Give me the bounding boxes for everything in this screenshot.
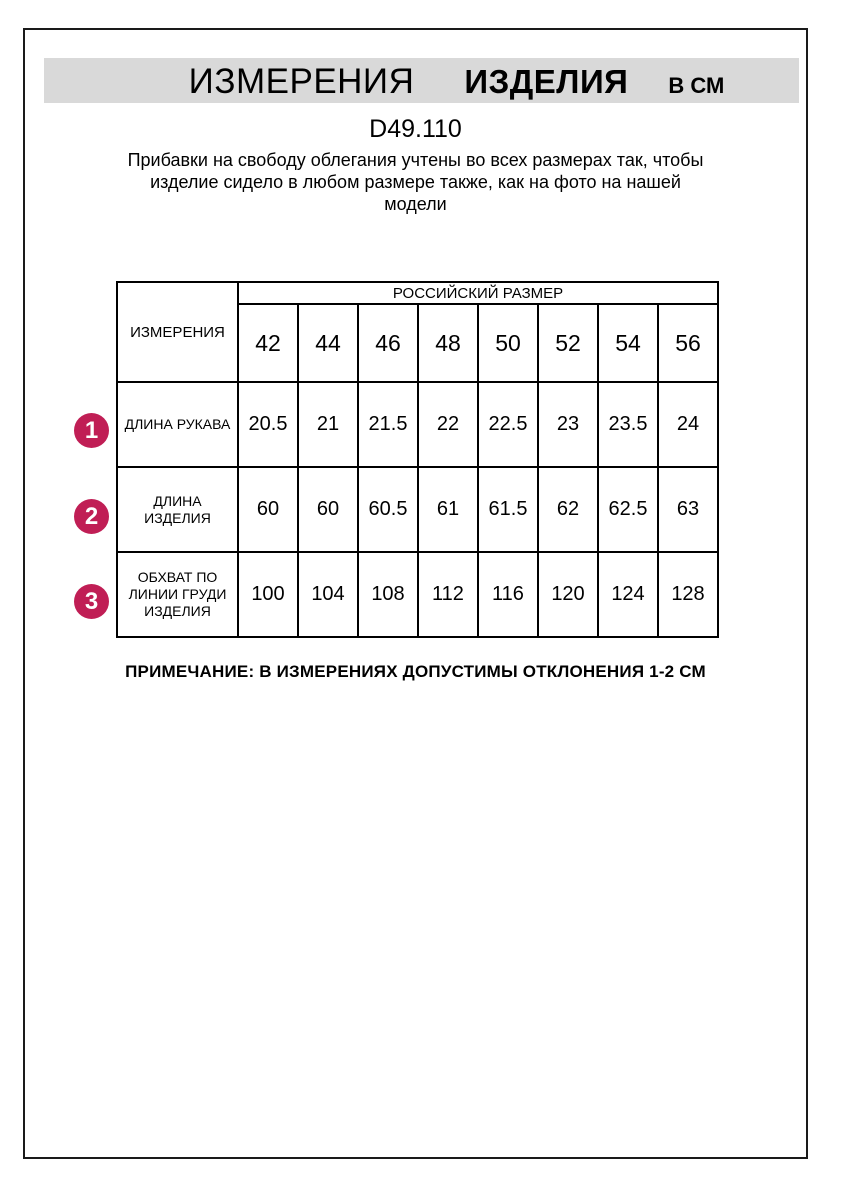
table-row-group-header <box>117 282 718 304</box>
tolerance-note: ПРИМЕЧАНИЕ: В ИЗМЕРЕНИЯХ ДОПУСТИМЫ ОТКЛОНЕНИЯ 1-2 СМ <box>125 662 706 681</box>
measurement-value-cell: 124 <box>598 552 658 637</box>
row-label-line: ОБХВАТ ПО <box>137 569 218 585</box>
row-label-cell <box>117 382 238 467</box>
size-table-wrap <box>116 281 806 638</box>
measurement-value-cell: 120 <box>538 552 598 637</box>
fit-description-line: модели <box>384 194 447 214</box>
row-number-badge-2: 2 <box>74 499 109 534</box>
measurement-value-cell: 61.5 <box>478 467 538 552</box>
table-row-chest-girth <box>117 552 718 637</box>
measurement-value-cell: 22.5 <box>478 382 538 467</box>
fit-description-line: изделие сидело в любом размере также, как на фото на нашей <box>150 172 681 192</box>
page-title-word-izmereniya: ИЗМЕРЕНИЯ <box>188 62 415 101</box>
row-number-badge-1: 1 <box>74 413 109 448</box>
measurement-value-cell: 61 <box>418 467 478 552</box>
page-title-word-izdeliya: ИЗДЕЛИЯ <box>464 63 629 100</box>
measurement-value-cell: 21 <box>298 382 358 467</box>
row-label-line: ЛИНИИ ГРУДИ <box>128 586 227 602</box>
size-header-cell: 48 <box>418 304 478 382</box>
measurement-value-cell: 108 <box>358 552 418 637</box>
measurement-value-cell: 104 <box>298 552 358 637</box>
size-header-cell: 42 <box>238 304 298 382</box>
measurement-value-cell: 63 <box>658 467 718 552</box>
measurement-value-cell: 128 <box>658 552 718 637</box>
measurement-value-cell: 116 <box>478 552 538 637</box>
row-label-cell <box>117 552 238 637</box>
title-bar <box>44 58 799 103</box>
measurement-value-cell: 23 <box>538 382 598 467</box>
size-table <box>116 281 719 638</box>
corner-header-cell: ИЗМЕРЕНИЯ <box>117 282 238 382</box>
row-label-cell <box>117 467 238 552</box>
russian-size-header-cell: РОССИЙСКИЙ РАЗМЕР <box>238 282 718 304</box>
size-header-cell: 54 <box>598 304 658 382</box>
measurement-value-cell: 62.5 <box>598 467 658 552</box>
row-number-badge-3: 3 <box>74 584 109 619</box>
measurement-value-cell: 22 <box>418 382 478 467</box>
table-row-item-length <box>117 467 718 552</box>
fit-description <box>25 149 806 215</box>
product-code: D49.110 <box>369 115 462 143</box>
measurement-value-cell: 20.5 <box>238 382 298 467</box>
size-header-cell: 46 <box>358 304 418 382</box>
measurement-value-cell: 23.5 <box>598 382 658 467</box>
measurement-value-cell: 60 <box>238 467 298 552</box>
measurement-value-cell: 100 <box>238 552 298 637</box>
measurement-value-cell: 60 <box>298 467 358 552</box>
size-header-cell: 44 <box>298 304 358 382</box>
size-header-cell: 52 <box>538 304 598 382</box>
measurement-value-cell: 112 <box>418 552 478 637</box>
table-row-sleeve-length <box>117 382 718 467</box>
measurement-value-cell: 60.5 <box>358 467 418 552</box>
row-label-line: ДЛИНА <box>153 492 202 509</box>
size-header-cell: 56 <box>658 304 718 382</box>
row-label-line: ИЗДЕЛИЯ <box>144 509 211 526</box>
document-page <box>23 28 808 1159</box>
measurement-value-cell: 21.5 <box>358 382 418 467</box>
row-label-line: ДЛИНА РУКАВА <box>124 416 231 432</box>
page-title-units: В СМ <box>668 73 725 98</box>
measurement-value-cell: 62 <box>538 467 598 552</box>
measurement-value-cell: 24 <box>658 382 718 467</box>
row-label-line: ИЗДЕЛИЯ <box>144 603 211 619</box>
fit-description-line: Прибавки на свободу облегания учтены во всех размерах так, чтобы <box>127 150 704 170</box>
size-header-cell: 50 <box>478 304 538 382</box>
